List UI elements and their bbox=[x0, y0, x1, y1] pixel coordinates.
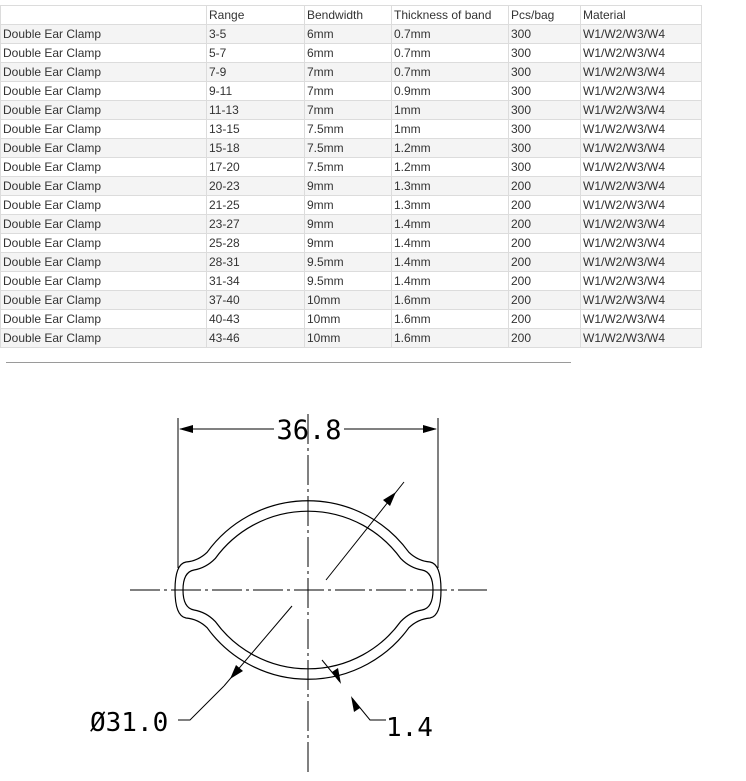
cell-product: Double Ear Clamp bbox=[1, 215, 207, 234]
cell-bendwidth: 6mm bbox=[305, 25, 392, 44]
cell-bendwidth: 9mm bbox=[305, 234, 392, 253]
cell-bendwidth: 7.5mm bbox=[305, 139, 392, 158]
cell-material: W1/W2/W3/W4 bbox=[581, 101, 702, 120]
cell-material: W1/W2/W3/W4 bbox=[581, 291, 702, 310]
cell-pcs-bag: 200 bbox=[509, 196, 581, 215]
cell-product: Double Ear Clamp bbox=[1, 120, 207, 139]
header-cell-range: Range bbox=[207, 6, 305, 25]
cell-pcs-bag: 300 bbox=[509, 82, 581, 101]
cell-material: W1/W2/W3/W4 bbox=[581, 158, 702, 177]
table-row bbox=[1, 25, 702, 44]
cell-bendwidth: 9mm bbox=[305, 177, 392, 196]
table-row bbox=[1, 253, 702, 272]
cell-range: 5-7 bbox=[207, 44, 305, 63]
cell-thickness: 0.9mm bbox=[392, 82, 509, 101]
header-cell-material: Material bbox=[581, 6, 702, 25]
cell-pcs-bag: 300 bbox=[509, 25, 581, 44]
clamp-drawing bbox=[0, 380, 746, 781]
spec-table bbox=[0, 5, 702, 348]
cell-range: 20-23 bbox=[207, 177, 305, 196]
cell-range: 40-43 bbox=[207, 310, 305, 329]
cell-thickness: 1.3mm bbox=[392, 177, 509, 196]
dimension-thickness-label: 1.4 bbox=[386, 713, 433, 743]
cell-range: 3-5 bbox=[207, 25, 305, 44]
cell-bendwidth: 6mm bbox=[305, 44, 392, 63]
cell-material: W1/W2/W3/W4 bbox=[581, 177, 702, 196]
cell-material: W1/W2/W3/W4 bbox=[581, 25, 702, 44]
cell-range: 37-40 bbox=[207, 291, 305, 310]
cell-range: 31-34 bbox=[207, 272, 305, 291]
cell-bendwidth: 9.5mm bbox=[305, 253, 392, 272]
table-row bbox=[1, 82, 702, 101]
cell-thickness: 1.6mm bbox=[392, 310, 509, 329]
cell-thickness: 1.4mm bbox=[392, 253, 509, 272]
cell-range: 28-31 bbox=[207, 253, 305, 272]
cell-product: Double Ear Clamp bbox=[1, 177, 207, 196]
cell-range: 43-46 bbox=[207, 329, 305, 348]
arrow-width-right bbox=[423, 425, 437, 433]
divider-line bbox=[6, 362, 571, 363]
cell-product: Double Ear Clamp bbox=[1, 253, 207, 272]
cell-pcs-bag: 300 bbox=[509, 101, 581, 120]
cell-material: W1/W2/W3/W4 bbox=[581, 120, 702, 139]
cell-product: Double Ear Clamp bbox=[1, 291, 207, 310]
table-row bbox=[1, 215, 702, 234]
dimension-diameter-label: Ø31.0 bbox=[90, 708, 169, 738]
cell-pcs-bag: 300 bbox=[509, 44, 581, 63]
cell-product: Double Ear Clamp bbox=[1, 25, 207, 44]
cell-pcs-bag: 200 bbox=[509, 310, 581, 329]
table-row bbox=[1, 101, 702, 120]
cell-range: 23-27 bbox=[207, 215, 305, 234]
cell-product: Double Ear Clamp bbox=[1, 63, 207, 82]
cell-range: 17-20 bbox=[207, 158, 305, 177]
cell-material: W1/W2/W3/W4 bbox=[581, 253, 702, 272]
table-row bbox=[1, 329, 702, 348]
diameter-leader-tail bbox=[178, 686, 224, 720]
header-cell-thickness: Thickness of band bbox=[392, 6, 509, 25]
cell-pcs-bag: 200 bbox=[509, 329, 581, 348]
cell-thickness: 1.2mm bbox=[392, 139, 509, 158]
cell-pcs-bag: 200 bbox=[509, 272, 581, 291]
cell-bendwidth: 7.5mm bbox=[305, 158, 392, 177]
table-row bbox=[1, 291, 702, 310]
cell-bendwidth: 10mm bbox=[305, 291, 392, 310]
header-cell-product bbox=[1, 6, 207, 25]
arrow-diameter-upper bbox=[383, 492, 396, 506]
cell-thickness: 0.7mm bbox=[392, 25, 509, 44]
cell-pcs-bag: 200 bbox=[509, 177, 581, 196]
cell-pcs-bag: 200 bbox=[509, 291, 581, 310]
cell-thickness: 1.3mm bbox=[392, 196, 509, 215]
table-body bbox=[1, 6, 702, 348]
cell-material: W1/W2/W3/W4 bbox=[581, 139, 702, 158]
cell-pcs-bag: 300 bbox=[509, 158, 581, 177]
cell-thickness: 1.4mm bbox=[392, 272, 509, 291]
cell-range: 9-11 bbox=[207, 82, 305, 101]
table-row bbox=[1, 196, 702, 215]
cell-range: 15-18 bbox=[207, 139, 305, 158]
cell-bendwidth: 7mm bbox=[305, 63, 392, 82]
cell-product: Double Ear Clamp bbox=[1, 234, 207, 253]
cell-bendwidth: 7.5mm bbox=[305, 120, 392, 139]
cell-thickness: 1.6mm bbox=[392, 291, 509, 310]
cell-material: W1/W2/W3/W4 bbox=[581, 82, 702, 101]
cell-product: Double Ear Clamp bbox=[1, 82, 207, 101]
cell-thickness: 1.2mm bbox=[392, 158, 509, 177]
cell-material: W1/W2/W3/W4 bbox=[581, 272, 702, 291]
cell-thickness: 1.4mm bbox=[392, 234, 509, 253]
cell-thickness: 1mm bbox=[392, 120, 509, 139]
cell-range: 21-25 bbox=[207, 196, 305, 215]
cell-product: Double Ear Clamp bbox=[1, 329, 207, 348]
table-row bbox=[1, 234, 702, 253]
cell-bendwidth: 9mm bbox=[305, 196, 392, 215]
cell-product: Double Ear Clamp bbox=[1, 272, 207, 291]
cell-material: W1/W2/W3/W4 bbox=[581, 310, 702, 329]
cell-product: Double Ear Clamp bbox=[1, 310, 207, 329]
cell-pcs-bag: 300 bbox=[509, 139, 581, 158]
cell-thickness: 0.7mm bbox=[392, 44, 509, 63]
cell-range: 7-9 bbox=[207, 63, 305, 82]
cell-pcs-bag: 300 bbox=[509, 63, 581, 82]
cell-bendwidth: 10mm bbox=[305, 329, 392, 348]
cell-material: W1/W2/W3/W4 bbox=[581, 234, 702, 253]
cell-product: Double Ear Clamp bbox=[1, 158, 207, 177]
dimension-width-label: 36.8 bbox=[276, 415, 342, 446]
cell-material: W1/W2/W3/W4 bbox=[581, 329, 702, 348]
cell-thickness: 0.7mm bbox=[392, 63, 509, 82]
table-row bbox=[1, 120, 702, 139]
arrow-thickness-inner bbox=[351, 696, 360, 712]
cell-thickness: 1.6mm bbox=[392, 329, 509, 348]
cell-range: 11-13 bbox=[207, 101, 305, 120]
arrow-diameter-lower bbox=[230, 665, 243, 679]
cell-thickness: 1mm bbox=[392, 101, 509, 120]
cell-bendwidth: 9.5mm bbox=[305, 272, 392, 291]
cell-bendwidth: 10mm bbox=[305, 310, 392, 329]
arrow-width-left bbox=[179, 425, 193, 433]
cell-product: Double Ear Clamp bbox=[1, 44, 207, 63]
table-row bbox=[1, 158, 702, 177]
cell-product: Double Ear Clamp bbox=[1, 101, 207, 120]
cell-bendwidth: 7mm bbox=[305, 82, 392, 101]
cell-pcs-bag: 200 bbox=[509, 234, 581, 253]
cell-thickness: 1.4mm bbox=[392, 215, 509, 234]
cell-material: W1/W2/W3/W4 bbox=[581, 196, 702, 215]
arrow-thickness-outer bbox=[332, 668, 341, 684]
table-header-row bbox=[1, 6, 702, 25]
table-row bbox=[1, 63, 702, 82]
cell-bendwidth: 9mm bbox=[305, 215, 392, 234]
cell-material: W1/W2/W3/W4 bbox=[581, 44, 702, 63]
cell-pcs-bag: 200 bbox=[509, 215, 581, 234]
cell-pcs-bag: 200 bbox=[509, 253, 581, 272]
cell-range: 25-28 bbox=[207, 234, 305, 253]
cell-material: W1/W2/W3/W4 bbox=[581, 215, 702, 234]
cell-product: Double Ear Clamp bbox=[1, 139, 207, 158]
header-cell-bendwidth: Bendwidth bbox=[305, 6, 392, 25]
table-row bbox=[1, 139, 702, 158]
table-row bbox=[1, 310, 702, 329]
cell-bendwidth: 7mm bbox=[305, 101, 392, 120]
cell-product: Double Ear Clamp bbox=[1, 196, 207, 215]
cell-material: W1/W2/W3/W4 bbox=[581, 63, 702, 82]
table-row bbox=[1, 272, 702, 291]
cell-range: 13-15 bbox=[207, 120, 305, 139]
table-row bbox=[1, 177, 702, 196]
cell-pcs-bag: 300 bbox=[509, 120, 581, 139]
header-cell-pcs-bag: Pcs/bag bbox=[509, 6, 581, 25]
table-row bbox=[1, 44, 702, 63]
